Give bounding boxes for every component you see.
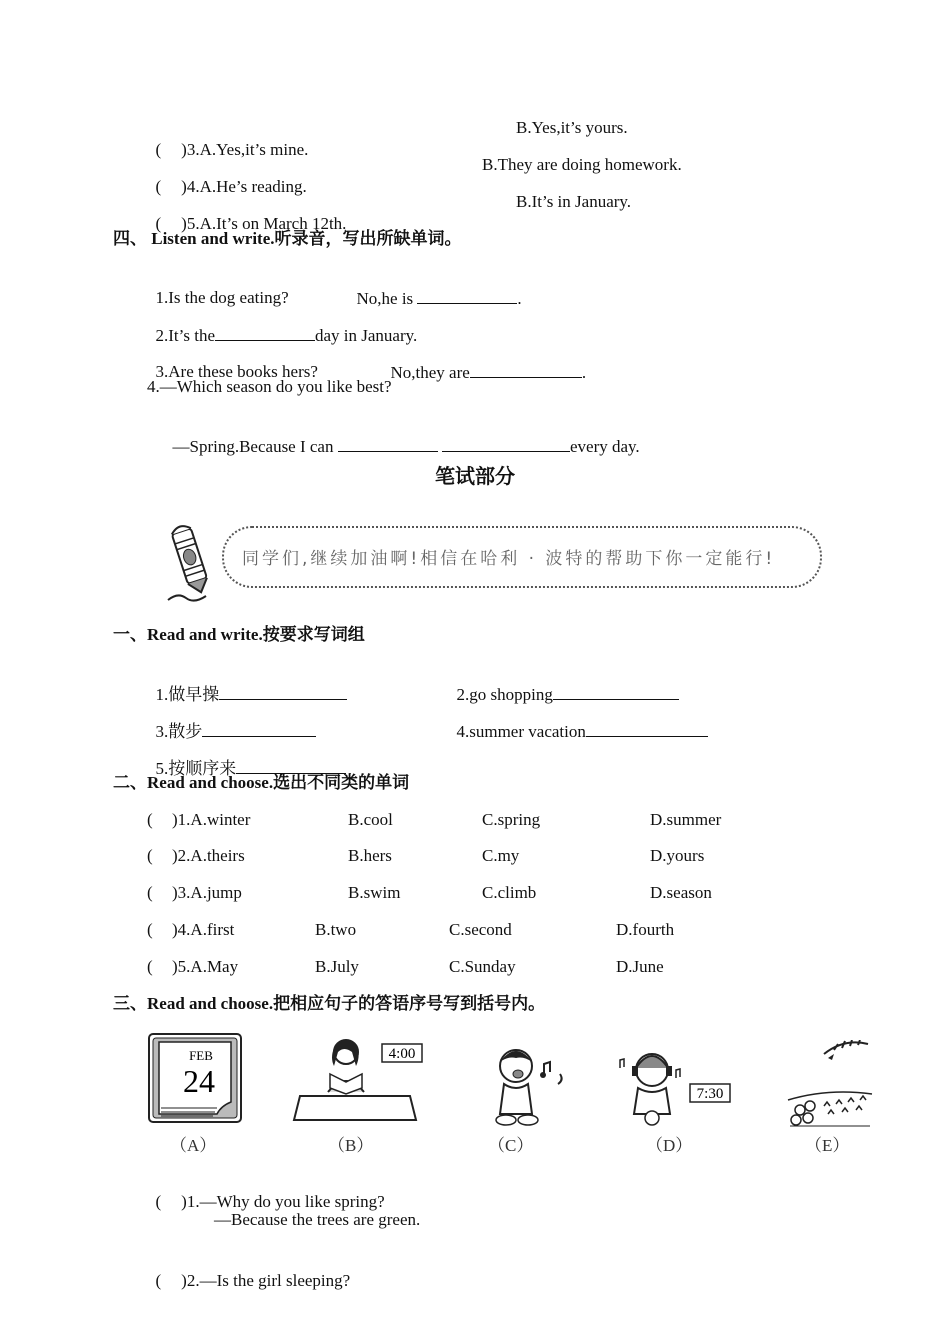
clock-time-d: 7:30 — [696, 1086, 724, 1102]
answer-blank[interactable] — [586, 720, 708, 737]
boy-singing-picture — [486, 1044, 570, 1130]
picture-caption-d: （D） — [646, 1136, 693, 1155]
answer-blank[interactable] — [470, 361, 582, 378]
sec4-q4: 4.—Which season do you like best? — [147, 377, 392, 396]
option-c: C.second — [449, 920, 512, 939]
w1-item-1: 1.做早操 — [147, 661, 347, 706]
answer-paren[interactable]: ( — [147, 846, 153, 865]
listen-q3-option-b: B.Yes,it’s yours. — [516, 118, 628, 137]
sec4-q2: 2.It’s the day in January. — [155, 326, 418, 345]
spring-scene-picture — [784, 1040, 874, 1130]
answer-blank[interactable] — [417, 287, 517, 304]
w1-item-4: 4.summer vacation — [448, 698, 708, 743]
option-c: C.climb — [482, 883, 537, 902]
calendar-day: 24 — [183, 1063, 215, 1099]
option-a: )2.A.theirs — [172, 846, 245, 865]
answer-blank[interactable] — [442, 435, 570, 452]
answer-blank[interactable] — [338, 435, 438, 452]
answer-paren[interactable]: ( — [147, 920, 153, 939]
listen-q4-option-b: B.They are doing homework. — [482, 155, 682, 174]
w1-item-2: 2.go shopping — [448, 661, 679, 706]
w1-item-5: 5.按顺序来 — [147, 735, 346, 780]
listen-q5-option-b: B.It’s in January. — [516, 192, 632, 211]
encouragement-text: 同学们,继续加油啊!相信在哈利 · 波特的帮助下你一定能行! — [242, 549, 776, 569]
picture-caption-e: （E） — [805, 1136, 850, 1155]
section-4-heading: 四、 Listen and write.听录音，写出所缺单词。 — [113, 229, 462, 248]
calendar-picture — [145, 1030, 245, 1128]
written-section-2-heading: 二、Read and choose.选出不同类的单词 — [113, 773, 410, 792]
answer-paren[interactable]: ( — [155, 1271, 162, 1290]
option-d: D.June — [616, 957, 664, 976]
option-a: )5.A.May — [172, 957, 239, 976]
written-section-1-heading: 一、Read and write.按要求写词组 — [113, 625, 365, 644]
option-d: D.summer — [650, 810, 722, 829]
option-a: )1.A.winter — [172, 810, 251, 829]
picture-caption-b: （B） — [328, 1136, 374, 1155]
sec4-q1-answer: No,he is . — [356, 289, 522, 308]
option-d: D.yours — [650, 846, 705, 865]
option-b: B.swim — [348, 883, 401, 902]
sec4-q1: 1.Is the dog eating? — [155, 288, 289, 307]
option-d: D.fourth — [616, 920, 675, 939]
answer-paren[interactable]: ( — [147, 810, 153, 829]
listen-q4: ( )4.A.He’s reading. — [155, 177, 307, 196]
answer-paren[interactable]: ( — [147, 883, 153, 902]
listen-q3: ( )3.A.Yes,it’s mine. — [155, 140, 309, 159]
calendar-month: FEB — [189, 1048, 213, 1063]
answer-paren[interactable]: ( — [155, 1192, 162, 1211]
crayon-icon — [160, 518, 220, 604]
option-b: B.hers — [348, 846, 392, 865]
listen-q5: ( )5.A.It’s on March 12th. — [155, 214, 347, 233]
w1-item-3: 3.散步 — [147, 698, 316, 743]
w3-q1: ( )1.—Why do you like spring? — [155, 1192, 385, 1211]
w3-q2: ( )2.—Is the girl sleeping? — [155, 1271, 351, 1290]
picture-caption-c: （C） — [488, 1136, 534, 1155]
picture-caption-a: （A） — [170, 1136, 217, 1155]
sec4-q3: 3.Are these books hers? — [155, 362, 318, 381]
option-c: C.Sunday — [449, 957, 516, 976]
option-c: C.my — [482, 846, 520, 865]
girl-reading-picture — [290, 1034, 430, 1128]
option-b: B.July — [315, 957, 359, 976]
sec4-q4-answer: —Spring.Because I can every day. — [172, 437, 640, 456]
written-part-title: 笔试部分 — [435, 464, 515, 488]
w3-q1-answer: —Because the trees are green. — [214, 1210, 421, 1229]
option-a: )4.A.first — [172, 920, 235, 939]
option-b: B.two — [315, 920, 357, 939]
sec4-q3-answer: No,they are . — [390, 363, 587, 382]
option-a: )3.A.jump — [172, 883, 242, 902]
written-section-3-heading: 三、Read and choose.把相应句子的答语序号写到括号内。 — [113, 994, 546, 1013]
answer-paren[interactable]: ( — [147, 957, 153, 976]
option-b: B.cool — [348, 810, 393, 829]
clock-time-b: 4:00 — [388, 1046, 416, 1062]
girl-listening-picture — [612, 1046, 736, 1130]
option-d: D.season — [650, 883, 712, 902]
option-c: C.spring — [482, 810, 541, 829]
